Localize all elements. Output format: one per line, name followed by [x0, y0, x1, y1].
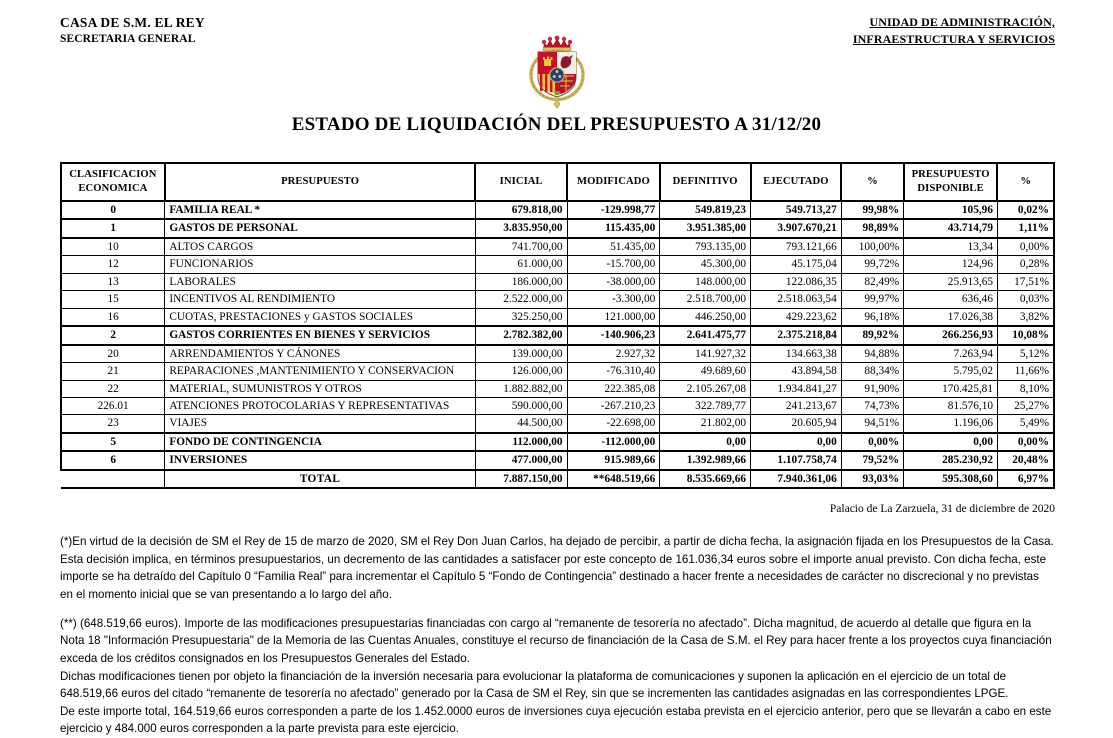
cell-definitivo: 3.951.385,00 — [660, 219, 751, 237]
table-header-row — [61, 163, 1054, 201]
unit-name-line1: UNIDAD DE ADMINISTRACIÓN, — [869, 15, 1055, 29]
cell-disponible: 17.026,38 — [904, 308, 998, 326]
cell-total-ejecutado: 7.940.361,06 — [751, 470, 842, 488]
department-name: SECRETARIA GENERAL — [60, 33, 196, 46]
column-header-presupuesto-disponible: PRESUPUESTO DISPONIBLE — [904, 163, 998, 201]
cell-ejecutado: 122.086,35 — [751, 273, 842, 290]
cell-inicial: 477.000,00 — [475, 451, 567, 469]
column-header-ejecutado: EJECUTADO — [751, 163, 842, 201]
cell-pct-ejecutado: 96,18% — [841, 308, 904, 326]
cell-pct-disponible: 20,48% — [997, 451, 1054, 469]
cell-pct-ejecutado: 99,98% — [841, 201, 904, 219]
cell-inicial: 44.500,00 — [475, 415, 567, 433]
cell-pct-ejecutado: 94,51% — [841, 415, 904, 433]
cell-codigo: 226.01 — [61, 397, 165, 414]
cell-pct-ejecutado: 82,49% — [841, 273, 904, 290]
table-row — [61, 256, 1054, 273]
cell-modificado: 222.385,08 — [567, 380, 660, 397]
cell-inicial: 3.835.950,00 — [475, 219, 567, 237]
table-row — [61, 308, 1054, 326]
cell-definitivo: 549.819,23 — [660, 201, 751, 219]
cell-disponible: 7.263,94 — [904, 345, 998, 363]
cell-disponible: 105,96 — [904, 201, 998, 219]
cell-ejecutado: 43.894,58 — [751, 363, 842, 380]
column-header-clasificacion: CLASIFICACION ECONOMICA — [61, 163, 165, 201]
cell-pct-disponible: 11,66% — [997, 363, 1054, 380]
footnote-asterisk: (*)En virtud de la decisión de SM el Rey de 15 de marzo de 2020, SM el Rey Don Juan Carlos, ha dejado de percibir, a partir de dicha fecha, la asignación fijada en los Presupuestos de la Casa. Esta decisión implica, en términos presupuestarios, un decremento de las cantidades a satisfacer por este concepto de 161.036,34 euros sobre el importe anual previsto. Con dicha fecha, este importe se ha detraído del Capítulo 0 “Familia Real” para incrementar el Capítulo 5 “Fondo de Contingencia” destinado a hacer frente a necesidades de carácter no discrecional y no previstas en el momento inicial que se van presentando a lo largo del año. — [60, 535, 1054, 602]
cell-total-pct-disponible: 6,97% — [997, 470, 1054, 488]
cell-codigo: 1 — [61, 219, 165, 237]
cell-definitivo: 148.000,00 — [660, 273, 751, 290]
cell-concepto: FUNCIONARIOS — [165, 256, 476, 273]
cell-concepto: FAMILIA REAL * — [165, 201, 476, 219]
cell-codigo: 13 — [61, 273, 165, 290]
cell-pct-disponible: 3,82% — [997, 308, 1054, 326]
table-row — [61, 238, 1054, 256]
cell-definitivo: 1.392.989,66 — [660, 451, 751, 469]
cell-ejecutado: 45.175,04 — [751, 256, 842, 273]
footnotes — [60, 533, 1055, 738]
cell-ejecutado: 241.213,67 — [751, 397, 842, 414]
cell-codigo: 6 — [61, 451, 165, 469]
cell-modificado: -129.998,77 — [567, 201, 660, 219]
cell-pct-ejecutado: 0,00% — [841, 433, 904, 451]
cell-pct-ejecutado: 99,97% — [841, 291, 904, 308]
cell-concepto: ALTOS CARGOS — [165, 238, 476, 256]
cell-pct-disponible: 8,10% — [997, 380, 1054, 397]
table-row — [61, 219, 1054, 237]
cell-concepto: GASTOS DE PERSONAL — [165, 219, 476, 237]
cell-definitivo: 49.689,60 — [660, 363, 751, 380]
cell-pct-disponible: 17,51% — [997, 273, 1054, 290]
cell-definitivo: 2.105.267,08 — [660, 380, 751, 397]
cell-pct-ejecutado: 89,92% — [841, 326, 904, 344]
cell-codigo: 2 — [61, 326, 165, 344]
cell-codigo: 23 — [61, 415, 165, 433]
cell-disponible: 170.425,81 — [904, 380, 998, 397]
cell-total-definitivo: 8.535.669,66 — [660, 470, 751, 488]
cell-inicial: 139.000,00 — [475, 345, 567, 363]
cell-disponible: 81.576,10 — [904, 397, 998, 414]
table-row — [61, 397, 1054, 414]
cell-disponible: 43.714,79 — [904, 219, 998, 237]
cell-inicial: 325.250,00 — [475, 308, 567, 326]
table-row — [61, 326, 1054, 344]
spain-royal-coat-of-arms-icon — [524, 34, 590, 110]
cell-disponible: 13,34 — [904, 238, 998, 256]
cell-ejecutado: 1.107.758,74 — [751, 451, 842, 469]
cell-total-inicial: 7.887.150,00 — [475, 470, 567, 488]
cell-inicial: 61.000,00 — [475, 256, 567, 273]
cell-modificado: -3.300,00 — [567, 291, 660, 308]
cell-pct-ejecutado: 94,88% — [841, 345, 904, 363]
cell-pct-disponible: 0,00% — [997, 238, 1054, 256]
cell-concepto: INVERSIONES — [165, 451, 476, 469]
cell-concepto: MATERIAL, SUMUNISTROS Y OTROS — [165, 380, 476, 397]
cell-concepto: CUOTAS, PRESTACIONES y GASTOS SOCIALES — [165, 308, 476, 326]
cell-ejecutado: 0,00 — [751, 433, 842, 451]
cell-ejecutado: 1.934.841,27 — [751, 380, 842, 397]
cell-disponible: 266.256,93 — [904, 326, 998, 344]
cell-pct-ejecutado: 100,00% — [841, 238, 904, 256]
table-row — [61, 345, 1054, 363]
cell-concepto: ARRENDAMIENTOS Y CÁNONES — [165, 345, 476, 363]
cell-disponible: 1.196,06 — [904, 415, 998, 433]
cell-definitivo: 2.518.700,00 — [660, 291, 751, 308]
cell-modificado: -38.000,00 — [567, 273, 660, 290]
cell-modificado: -267.210,23 — [567, 397, 660, 414]
column-header-inicial: INICIAL — [475, 163, 567, 201]
cell-modificado: -22.698,00 — [567, 415, 660, 433]
table-row — [61, 415, 1054, 433]
cell-ejecutado: 2.518.063,54 — [751, 291, 842, 308]
cell-definitivo: 0,00 — [660, 433, 751, 451]
column-header-modificado: MODIFICADO — [567, 163, 660, 201]
column-header-pct-disponible: % — [997, 163, 1054, 201]
cell-inicial: 2.522.000,00 — [475, 291, 567, 308]
cell-pct-disponible: 1,11% — [997, 219, 1054, 237]
cell-definitivo: 446.250,00 — [660, 308, 751, 326]
cell-disponible: 636,46 — [904, 291, 998, 308]
cell-total-blank — [61, 470, 165, 488]
cell-disponible: 0,00 — [904, 433, 998, 451]
table-row — [61, 451, 1054, 469]
cell-modificado: 115.435,00 — [567, 219, 660, 237]
cell-definitivo: 322.789,77 — [660, 397, 751, 414]
place-and-date: Palacio de La Zarzuela, 31 de diciembre de 2020 — [829, 503, 1055, 516]
cell-disponible: 5.795,02 — [904, 363, 998, 380]
cell-concepto: GASTOS CORRIENTES EN BIENES Y SERVICIOS — [165, 326, 476, 344]
cell-inicial: 186.000,00 — [475, 273, 567, 290]
cell-definitivo: 793.135,00 — [660, 238, 751, 256]
cell-ejecutado: 20.605,94 — [751, 415, 842, 433]
cell-concepto: LABORALES — [165, 273, 476, 290]
budget-table-container — [60, 162, 1055, 489]
cell-disponible: 124,96 — [904, 256, 998, 273]
cell-modificado: 51.435,00 — [567, 238, 660, 256]
cell-pct-disponible: 25,27% — [997, 397, 1054, 414]
table-total-row — [61, 470, 1054, 488]
cell-pct-disponible: 0,03% — [997, 291, 1054, 308]
cell-codigo: 22 — [61, 380, 165, 397]
cell-codigo: 21 — [61, 363, 165, 380]
cell-pct-disponible: 5,49% — [997, 415, 1054, 433]
header-left-block — [60, 14, 205, 48]
table-body — [61, 201, 1054, 488]
cell-ejecutado: 793.121,66 — [751, 238, 842, 256]
table-row — [61, 201, 1054, 219]
cell-modificado: -140.906,23 — [567, 326, 660, 344]
cell-pct-ejecutado: 74,73% — [841, 397, 904, 414]
page-title: ESTADO DE LIQUIDACIÓN DEL PRESUPUESTO A 31/12/20 — [291, 114, 822, 135]
cell-total-disponible: 595.308,60 — [904, 470, 998, 488]
cell-inicial: 590.000,00 — [475, 397, 567, 414]
cell-modificado: -112.000,00 — [567, 433, 660, 451]
cell-total-label: TOTAL — [165, 470, 476, 488]
cell-concepto: INCENTIVOS AL RENDIMIENTO — [165, 291, 476, 308]
cell-pct-ejecutado: 88,34% — [841, 363, 904, 380]
cell-definitivo: 21.802,00 — [660, 415, 751, 433]
cell-inicial: 126.000,00 — [475, 363, 567, 380]
footnote-double-asterisk: (**) (648.519,66 euros). Importe de las modificaciones presupuestarias financiadas con cargo al “remanente de tesorería no afectado”. Dicha magnitud, de acuerdo al detalle que figura en la Nota 18 "Información Presupuestaria" de la Memoria de las Cuentas Anuales, constituye el recurso de financiación de la Casa de S.M. el Rey para hacer frente a los proyectos cuya financiación exceda de los créditos consignados en los Presupuestos Generales del Estado. — [60, 616, 1052, 665]
cell-inicial: 679.818,00 — [475, 201, 567, 219]
cell-inicial: 741.700,00 — [475, 238, 567, 256]
column-header-definitivo: DEFINITIVO — [660, 163, 751, 201]
table-row — [61, 363, 1054, 380]
cell-codigo: 10 — [61, 238, 165, 256]
footnote-modifications: Dichas modificaciones tienen por objeto la financiación de la inversión necesaria para evolucionar la plataforma de comunicaciones y suponen la aplicación en el ejercicio de un total de 648.519,66 euros del citado “remanente de tesorería no afectado” generado por la Casa de SM el Rey, sin que se incrementen las cantidades asignadas en las correspondientes LPGE. — [60, 669, 1009, 701]
cell-codigo: 0 — [61, 201, 165, 219]
cell-disponible: 25.913,65 — [904, 273, 998, 290]
cell-definitivo: 141.927,32 — [660, 345, 751, 363]
table-head — [61, 163, 1054, 201]
cell-codigo: 15 — [61, 291, 165, 308]
header-right-block — [853, 14, 1055, 48]
cell-modificado: 121.000,00 — [567, 308, 660, 326]
table-row — [61, 433, 1054, 451]
cell-concepto: FONDO DE CONTINGENCIA — [165, 433, 476, 451]
cell-modificado: 915.989,66 — [567, 451, 660, 469]
column-header-presupuesto: PRESUPUESTO — [165, 163, 476, 201]
unit-name-line2: INFRAESTRUCTURA Y SERVICIOS — [852, 31, 1055, 46]
cell-pct-disponible: 0,00% — [997, 433, 1054, 451]
cell-definitivo: 45.300,00 — [660, 256, 751, 273]
footnote-amount-breakdown: De este importe total, 164.519,66 euros corresponden a parte de los 1.452.0000 euros de inversiones cuya ejecución estaba prevista en el ejercicio anterior, pero que se llevarán a cabo en este ejercicio y 484.000 euros corresponden a la parte prevista para este ejercicio. — [60, 704, 1052, 736]
cell-codigo: 5 — [61, 433, 165, 451]
cell-codigo: 20 — [61, 345, 165, 363]
cell-ejecutado: 134.663,38 — [751, 345, 842, 363]
cell-concepto: REPARACIONES ,MANTENIMIENTO Y CONSERVACION — [165, 363, 476, 380]
table-row — [61, 273, 1054, 290]
cell-inicial: 112.000,00 — [475, 433, 567, 451]
cell-definitivo: 2.641.475,77 — [660, 326, 751, 344]
cell-total-modificado: **648.519,66 — [567, 470, 660, 488]
cell-pct-disponible: 5,12% — [997, 345, 1054, 363]
cell-modificado: -15.700,00 — [567, 256, 660, 273]
cell-concepto: VIAJES — [165, 415, 476, 433]
cell-disponible: 285.230,92 — [904, 451, 998, 469]
cell-pct-disponible: 10,08% — [997, 326, 1054, 344]
table-row — [61, 380, 1054, 397]
cell-ejecutado: 549.713,27 — [751, 201, 842, 219]
cell-total-pct-ejecutado: 93,03% — [841, 470, 904, 488]
organization-name: CASA DE S.M. EL REY — [60, 15, 205, 30]
cell-pct-ejecutado: 91,90% — [841, 380, 904, 397]
column-header-pct-ejecutado: % — [841, 163, 904, 201]
cell-inicial: 2.782.382,00 — [475, 326, 567, 344]
cell-pct-ejecutado: 98,89% — [841, 219, 904, 237]
cell-ejecutado: 2.375.218,84 — [751, 326, 842, 344]
cell-concepto: ATENCIONES PROTOCOLARIAS Y REPRESENTATIVAS — [165, 397, 476, 414]
cell-ejecutado: 3.907.670,21 — [751, 219, 842, 237]
cell-inicial: 1.882.882,00 — [475, 380, 567, 397]
cell-modificado: 2.927,32 — [567, 345, 660, 363]
table-row — [61, 291, 1054, 308]
cell-modificado: -76.310,40 — [567, 363, 660, 380]
cell-pct-ejecutado: 99,72% — [841, 256, 904, 273]
document-header — [0, 0, 1113, 110]
cell-codigo: 12 — [61, 256, 165, 273]
budget-liquidation-table — [60, 162, 1055, 489]
cell-pct-disponible: 0,02% — [997, 201, 1054, 219]
cell-pct-disponible: 0,28% — [997, 256, 1054, 273]
cell-pct-ejecutado: 79,52% — [841, 451, 904, 469]
cell-ejecutado: 429.223,62 — [751, 308, 842, 326]
cell-codigo: 16 — [61, 308, 165, 326]
